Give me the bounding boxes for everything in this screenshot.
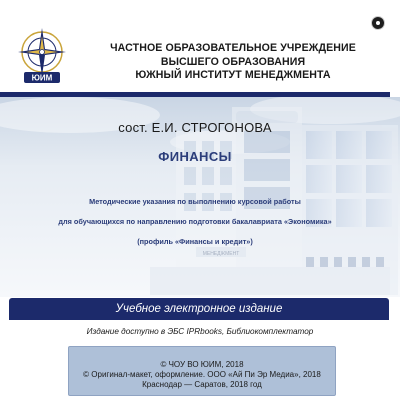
org-line-1: ЧАСТНОЕ ОБРАЗОВАТЕЛЬНОЕ УЧРЕЖДЕНИЕ xyxy=(110,42,356,54)
header-band xyxy=(0,22,390,97)
org-line-2: ВЫСШЕГО ОБРАЗОВАНИЯ xyxy=(160,55,306,68)
availability-note: Издание доступно в ЭБС IPRbooks, Библиокомплектатор xyxy=(86,327,314,336)
copyright-line-1: © ЧОУ ВО ЮИМ, 2018 xyxy=(160,360,244,369)
disc-icon xyxy=(371,16,385,30)
compass-star-icon xyxy=(14,26,70,86)
publication-place: Краснодар — Саратов, 2018 год xyxy=(142,380,262,389)
copyright-box xyxy=(68,346,336,396)
author-line: сост. Е.И. СТРОГОНОВА xyxy=(118,120,272,135)
description-line-1: Методические указания по выполнению курсовой работы xyxy=(89,197,301,206)
building-sign: МЕНЕДЖМЕНТ xyxy=(202,251,240,257)
org-line-3: ЮЖНЫЙ ИНСТИТУТ МЕНЕДЖМЕНТА xyxy=(135,69,331,81)
logo-text: ЮИМ xyxy=(31,73,53,83)
description-line-2: для обучающихся по направлению подготовки бакалавриата «Экономика» xyxy=(58,217,332,226)
edition-band: Учебное электронное издание xyxy=(9,298,389,320)
copyright-line-2: © Оригинал-макет, оформление. ООО «Ай Пи Эр Медиа», 2018 xyxy=(83,370,321,379)
institute-logo xyxy=(14,26,70,86)
description-line-3: (профиль «Финансы и кредит») xyxy=(137,237,253,246)
book-title: ФИНАНСЫ xyxy=(158,149,232,164)
institute-name xyxy=(88,42,378,83)
